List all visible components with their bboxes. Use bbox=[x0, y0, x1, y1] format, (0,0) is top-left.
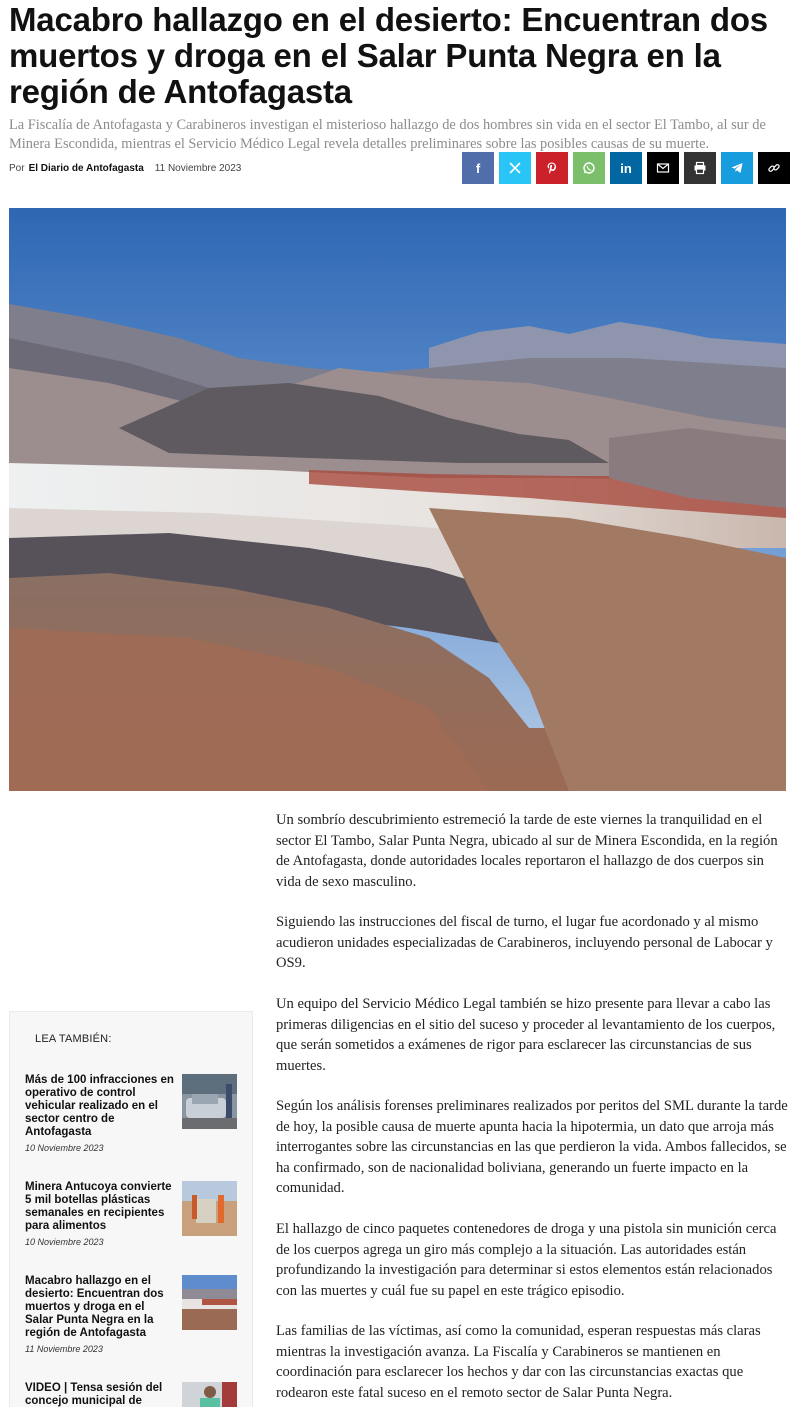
related-item-title[interactable]: VIDEO | Tensa sesión del concejo municipal de bbox=[25, 1382, 163, 1407]
share-linkedin-button[interactable] bbox=[610, 152, 642, 184]
salar-landscape-thumbnail[interactable] bbox=[182, 1275, 237, 1330]
car-street-thumbnail[interactable] bbox=[182, 1074, 237, 1129]
related-item[interactable] bbox=[25, 1181, 240, 1247]
share-x-button[interactable] bbox=[499, 152, 531, 184]
author-link[interactable]: El Diario de Antofagasta bbox=[28, 163, 144, 174]
share-bar bbox=[462, 152, 790, 184]
related-item[interactable] bbox=[25, 1275, 240, 1354]
related-item-title[interactable]: Macabro hallazgo en el desierto: Encuentran dos muertos y droga en el Salar Punta Negra en la región de Antofagasta bbox=[25, 1275, 164, 1339]
article-title: Macabro hallazgo en el desierto: Encuentran dos muertos y droga en el Salar Punta Negra en la región de Antofagasta bbox=[9, 1, 768, 110]
printer-icon bbox=[693, 161, 707, 175]
article-paragraph: Un equipo del Servicio Médico Legal también se hizo presente para llevar a cabo las primeras diligencias en el sitio del suceso y proceder al levantamiento de los cuerpos, que serán sometidos a exámenes de rigor para esclarecer las circunstancias de sus muertes. bbox=[276, 996, 776, 1074]
linkedin-icon: in bbox=[620, 160, 632, 176]
related-item-date: 10 Noviembre 2023 bbox=[25, 1143, 104, 1153]
x-icon bbox=[508, 161, 522, 175]
article-meta bbox=[9, 163, 241, 174]
share-whatsapp-button[interactable] bbox=[573, 152, 605, 184]
hero-image bbox=[9, 208, 786, 791]
article-paragraph: El hallazgo de cinco paquetes contenedores de droga y una pistola sin munición cerca de los cuerpos agrega un giro más complejo a la situación. Las autoridades están profundizando la investigación para determinar si estos elementos están relacionados con las muertes y cuál fue su papel en este trágico episodio. bbox=[276, 1221, 777, 1299]
related-item-title[interactable]: Minera Antucoya convierte 5 mil botellas plásticas semanales en recipientes para alimentos bbox=[25, 1181, 172, 1232]
whatsapp-icon bbox=[582, 161, 596, 175]
copy-link-button[interactable] bbox=[758, 152, 790, 184]
related-articles-box bbox=[9, 1011, 253, 1407]
share-email-button[interactable] bbox=[647, 152, 679, 184]
pinterest-icon bbox=[545, 161, 559, 175]
telegram-icon bbox=[730, 161, 744, 175]
envelope-icon bbox=[656, 161, 670, 175]
article-body bbox=[276, 810, 788, 1407]
share-print-button[interactable] bbox=[684, 152, 716, 184]
by-label: Por bbox=[9, 163, 25, 174]
share-pinterest-button[interactable] bbox=[536, 152, 568, 184]
related-item-date: 10 Noviembre 2023 bbox=[25, 1237, 104, 1247]
workers-desert-thumbnail[interactable] bbox=[182, 1181, 237, 1236]
related-item[interactable] bbox=[25, 1074, 240, 1153]
publish-date: 11 Noviembre 2023 bbox=[154, 163, 242, 174]
article-paragraph: Las familias de las víctimas, así como la comunidad, esperan respuestas más claras mientras la investigación avanza. La Fiscalía y Carabineros se mantienen en coordinación para esclarecer los hechos y dar con las circunstancias exactas que rodearon este fatal suceso en el remoto sector de Salar Punta Negra. bbox=[276, 1323, 761, 1401]
share-facebook-button[interactable] bbox=[462, 152, 494, 184]
related-item[interactable] bbox=[25, 1382, 240, 1407]
council-session-thumbnail[interactable] bbox=[182, 1382, 237, 1407]
link-icon bbox=[767, 161, 781, 175]
facebook-icon: f bbox=[475, 160, 481, 176]
article-subtitle: La Fiscalía de Antofagasta y Carabineros investigan el misterioso hallazgo de dos hombres sin vida en el sector El Tambo, al sur de Minera Escondida, mientras el Servicio Médico Legal revela detalles preliminares sobre las posibles causas de su muerte. bbox=[9, 117, 766, 152]
related-item-title[interactable]: Más de 100 infracciones en operativo de control vehicular realizado en el sector centro de Antofagasta bbox=[25, 1074, 174, 1138]
article-paragraph: Según los análisis forenses preliminares realizados por peritos del SML durante la tarde de hoy, la posible causa de muerte apunta hacia la hipotermia, un dato que arroja más interrogantes sobre las circunstancias en las que perdieron la vida. Ambos fallecidos, se ha confirmado, son de nacionalidad boliviana, generando un fuerte impacto en la comunidad. bbox=[276, 1098, 788, 1197]
related-item-date: 11 Noviembre 2023 bbox=[25, 1344, 103, 1354]
share-telegram-button[interactable] bbox=[721, 152, 753, 184]
article-paragraph: Siguiendo las instrucciones del fiscal de turno, el lugar fue acordonado y al mismo acudieron unidades especializadas de Carabineros, incluyendo personal de Labocar y OS9. bbox=[276, 914, 773, 972]
related-heading: LEA TAMBIÉN: bbox=[35, 1033, 112, 1045]
article-paragraph: Un sombrío descubrimiento estremeció la tarde de este viernes la tranquilidad en el sector El Tambo, Salar Punta Negra, ubicado al sur de Minera Escondida, en la región de Antofagasta, donde autoridades locales reportaron el hallazgo de dos cuerpos sin vida de sexo masculino. bbox=[276, 812, 778, 890]
